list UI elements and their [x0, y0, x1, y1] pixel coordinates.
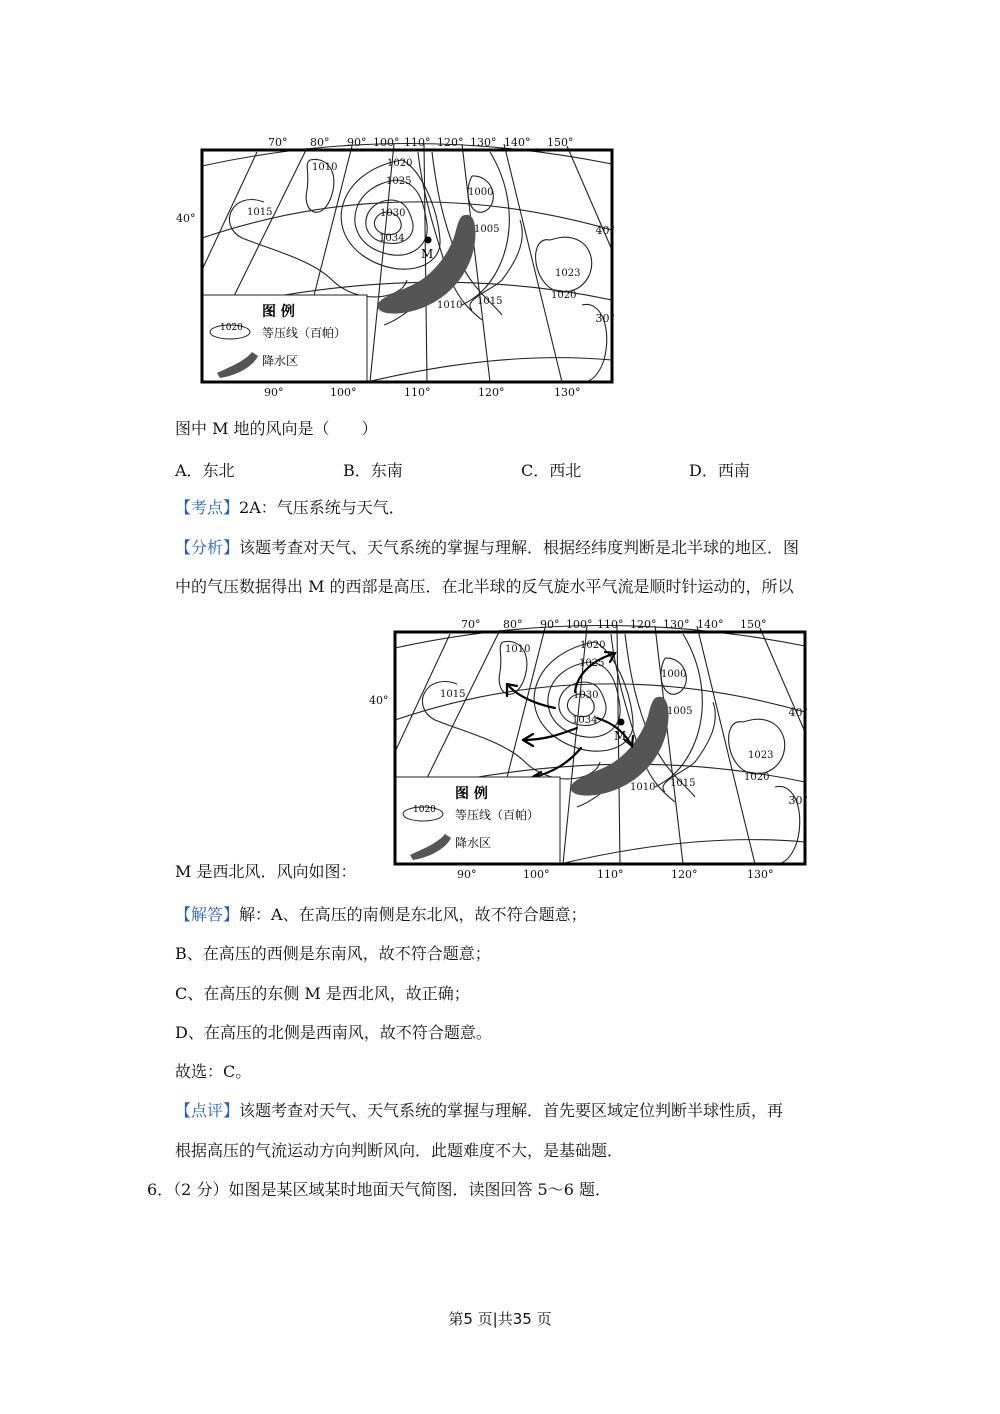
- svg-text:1020: 1020: [551, 290, 577, 301]
- map1-point-label: M: [421, 247, 434, 261]
- option-b: B．东南: [343, 461, 403, 480]
- page-footer: 第5 页|共35 页: [448, 1310, 552, 1328]
- svg-text:1020: 1020: [387, 158, 413, 169]
- svg-text:90°: 90°: [457, 868, 477, 878]
- jieda-line-1: 【解答】解：A、在高压的南侧是东北风，故不符合题意；: [175, 905, 587, 924]
- dianping-line-2: 根据高压的气流运动方向判断风向．此题难度不大，是基础题．: [175, 1141, 624, 1160]
- map2-legend-rain: 降水区: [455, 836, 492, 850]
- svg-text:1010: 1010: [437, 300, 463, 311]
- svg-text:80°: 80°: [503, 618, 523, 631]
- map1-legend-title: 图 例: [262, 304, 295, 320]
- svg-text:140°: 140°: [697, 618, 724, 631]
- fenxi-line-3: M 是西北风．风向如图：: [175, 862, 357, 881]
- svg-text:1015: 1015: [440, 689, 466, 700]
- svg-text:30°: 30°: [788, 794, 808, 807]
- svg-text:150°: 150°: [547, 136, 574, 149]
- svg-text:70°: 70°: [461, 618, 481, 631]
- dianping-line-1: 【点评】该题考查对天气、天气系统的掌握与理解．首先要区域定位判断半球性质，再: [175, 1101, 784, 1120]
- svg-text:1023: 1023: [748, 750, 774, 761]
- svg-text:1020: 1020: [580, 640, 606, 651]
- kaodian-tag: 【考点】: [175, 498, 240, 517]
- svg-text:130°: 130°: [554, 386, 581, 396]
- kaodian-line: [175, 497, 405, 519]
- svg-text:1030: 1030: [573, 690, 599, 701]
- svg-text:150°: 150°: [740, 618, 767, 631]
- map1-legend-rain: 降水区: [262, 354, 299, 368]
- svg-text:110°: 110°: [404, 136, 431, 149]
- svg-text:1020: 1020: [744, 772, 770, 783]
- kaodian-text: 2A：气压系统与天气．: [239, 498, 405, 517]
- svg-text:100°: 100°: [330, 386, 357, 396]
- fenxi-line-2: 中的气压数据得出 M 的西部是高压．在北半球的反气旋水平气流是顺时针运动的，所以: [175, 577, 794, 596]
- jieda-tag: 【解答】: [175, 905, 240, 924]
- svg-text:90°: 90°: [264, 386, 284, 396]
- svg-text:1020: 1020: [220, 323, 243, 333]
- svg-text:30°: 30°: [595, 312, 615, 325]
- svg-text:120°: 120°: [671, 868, 698, 878]
- svg-text:1015: 1015: [477, 296, 503, 307]
- svg-text:70°: 70°: [268, 136, 288, 149]
- svg-text:1010: 1010: [312, 162, 338, 173]
- svg-text:140°: 140°: [504, 136, 531, 149]
- svg-text:1005: 1005: [474, 224, 500, 235]
- svg-text:120°: 120°: [437, 136, 464, 149]
- svg-text:1015: 1015: [670, 778, 696, 789]
- svg-text:1025: 1025: [579, 658, 605, 669]
- question-stem: 图中 M 地的风向是（ ）: [175, 419, 378, 438]
- svg-text:1020: 1020: [413, 805, 436, 815]
- svg-text:130°: 130°: [747, 868, 774, 878]
- svg-text:40°: 40°: [176, 212, 196, 225]
- map2-legend-title: 图 例: [455, 786, 488, 802]
- svg-text:1034: 1034: [572, 715, 598, 726]
- svg-text:110°: 110°: [404, 386, 431, 396]
- svg-text:100°: 100°: [523, 868, 550, 878]
- svg-text:1000: 1000: [468, 187, 494, 198]
- svg-text:1030: 1030: [380, 208, 406, 219]
- map2-point-label: M: [614, 729, 627, 743]
- map1-legend-isobar: 等压线（百帕）: [262, 326, 347, 340]
- option-a: A．东北: [175, 461, 235, 480]
- svg-text:1034: 1034: [379, 233, 405, 244]
- svg-text:1025: 1025: [386, 176, 412, 187]
- svg-text:120°: 120°: [478, 386, 505, 396]
- jieda-line-3: C、在高压的东侧 M 是西北风，故正确；: [175, 984, 470, 1003]
- fenxi-line-1: 【分析】该题考查对天气、天气系统的掌握与理解．根据经纬度判断是北半球的地区．图: [175, 538, 800, 557]
- svg-text:1015: 1015: [247, 207, 273, 218]
- svg-text:130°: 130°: [470, 136, 497, 149]
- svg-text:40°: 40°: [788, 706, 808, 719]
- next-question: 6．（2 分）如图是某区域某时地面天气简图．读图回答 5～6 题．: [147, 1180, 611, 1199]
- svg-text:80°: 80°: [310, 136, 330, 149]
- option-d: D．西南: [689, 461, 750, 480]
- svg-text:110°: 110°: [597, 868, 624, 878]
- svg-text:130°: 130°: [663, 618, 690, 631]
- svg-text:40°: 40°: [595, 224, 615, 237]
- svg-text:90°: 90°: [540, 618, 560, 631]
- svg-text:1010: 1010: [505, 644, 531, 655]
- svg-text:1005: 1005: [667, 706, 693, 717]
- jieda-line-4: D、在高压的北侧是西南风，故不符合题意。: [175, 1023, 492, 1042]
- weather-map-1: [172, 130, 620, 396]
- svg-text:90°: 90°: [347, 136, 367, 149]
- svg-text:110°: 110°: [597, 618, 624, 631]
- svg-text:40°: 40°: [369, 694, 389, 707]
- weather-map-2: [365, 612, 813, 878]
- svg-text:1000: 1000: [661, 669, 687, 680]
- map2-legend-isobar: 等压线（百帕）: [455, 808, 540, 822]
- svg-text:1010: 1010: [630, 782, 656, 793]
- fenxi-tag: 【分析】: [175, 538, 240, 557]
- svg-text:120°: 120°: [630, 618, 657, 631]
- dianping-tag: 【点评】: [175, 1101, 240, 1120]
- svg-text:100°: 100°: [373, 136, 400, 149]
- jieda-line-5: 故选：C。: [175, 1062, 252, 1081]
- option-c: C．西北: [521, 461, 582, 480]
- svg-text:1023: 1023: [555, 268, 581, 279]
- svg-text:100°: 100°: [566, 618, 593, 631]
- jieda-line-2: B、在高压的西侧是东南风，故不符合题意；: [175, 944, 491, 963]
